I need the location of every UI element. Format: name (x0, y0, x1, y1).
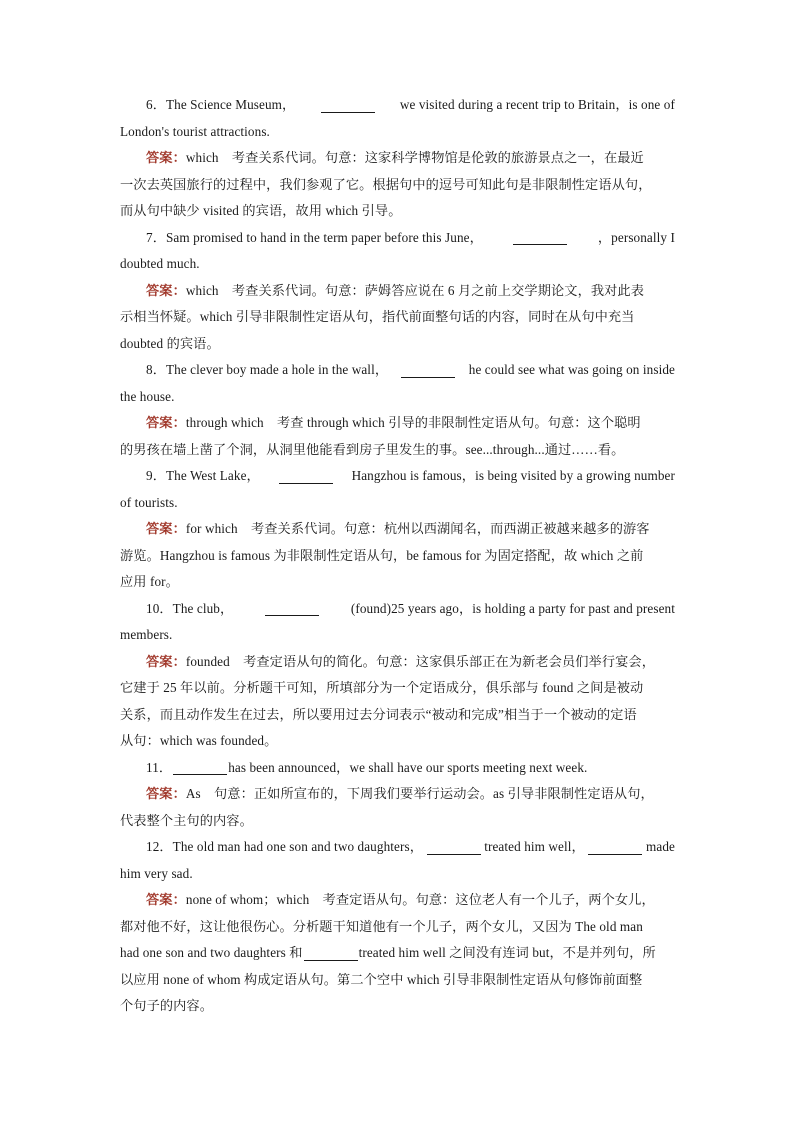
answer-blank (321, 98, 375, 113)
answer-6-line-3: 而从句中缺少 visited 的宾语，故用 which 引导。 (120, 203, 402, 218)
answer-label: 答案： (146, 892, 186, 907)
answer-label: 答案： (146, 282, 186, 298)
answer-blank (265, 601, 319, 616)
answer-blank (173, 760, 227, 775)
document-page (120, 92, 675, 1020)
question-9-line-2: of tourists. (120, 494, 178, 510)
answer-12-line-2: 都对他不好，这让他很伤心。分析题干知道他有一个儿子，两个女儿，又因为 The old man (120, 918, 643, 934)
answer-blank (588, 840, 642, 855)
answer-9-line-1: 答案： for which 考查关系代词。句意：杭州以西湖闻名，而西湖正被越来越多的游客 (120, 516, 675, 543)
answer-12-line-1: 答案： none of whom；which 考查定语从句。句意：这位老人有一个儿子，两个女儿， (120, 887, 675, 914)
answer-11-line-2: 代表整个主句的内容。 (120, 812, 253, 828)
answer-9-line-2: 游览。Hangzhou is famous 为非限制性定语从句，be famous for 为固定搭配，故 which 之前 (120, 547, 644, 563)
answer-9-line-3: 应用 for。 (120, 574, 179, 589)
answer-12-line-5: 个句子的内容。 (120, 998, 214, 1013)
answer-12-line-3: had one son and two daughters 和 treated him well 之间没有连词 but，不是并列句，所 (120, 945, 656, 960)
answer-blank (513, 230, 567, 245)
answer-label: 答案： (146, 786, 186, 801)
answer-label: 答案： (146, 653, 186, 669)
answer-10-line-2: 它建于 25 年以前。分析题干可知，所填部分为一个定语成分，俱乐部与 found 之间是被动 (120, 680, 644, 695)
answer-8-line-1: 答案： through which 考查 through which 引导的非限制性定语从句。句意：这个聪明 (120, 410, 675, 437)
answer-label: 答案： (146, 415, 186, 430)
question-8-line-2: the house. (120, 388, 175, 404)
question-11-line-1: 11． has been announced，we shall have our sports meeting next week. (146, 759, 588, 775)
answer-7-line-2: 示相当怀疑。which 引导非限制性定语从句，指代前面整句话的内容，同时在从句中充当 (120, 309, 635, 324)
answer-12-line-4: 以应用 none of whom 构成定语从句。第二个空中 which 引导非限制性定语从句修饰前面整 (120, 971, 643, 987)
answer-blank (304, 946, 358, 961)
answer-11-line-1: 答案： As 句意：正如所宣布的，下周我们要举行运动会。as 引导非限制性定语从句， (120, 781, 675, 808)
answer-6-line-2: 一次去英国旅行的过程中，我们参观了它。根据句中的逗号可知此句是非限制性定语从句， (120, 176, 652, 192)
answer-7-line-3: doubted 的宾语。 (120, 335, 220, 351)
answer-10-line-1: 答案： founded 考查定语从句的简化。句意：这家俱乐部正在为新老会员们举行宴会， (120, 649, 675, 676)
question-9-line-1: 9．The West Lake， Hangzhou is famous，is being visited by a growing number (146, 468, 675, 483)
question-7-line-2: doubted much. (120, 256, 200, 271)
answer-label: 答案： (146, 150, 186, 165)
answer-blank (279, 469, 333, 484)
question-8-line-1: 8．The clever boy made a hole in the wall， he could see what was going on inside (146, 362, 675, 377)
answer-10-line-3: 关系，而且动作发生在过去，所以要用过去分词表示“被动和完成”相当于一个被动的定语 (120, 706, 637, 722)
question-12-line-1: 12．The old man had one son and two daughters， treated him well， made (146, 839, 675, 854)
question-6-line-2: London's tourist attractions. (120, 123, 270, 139)
answer-10-line-4: 从句：which was founded。 (120, 733, 278, 748)
answer-6-line-1: 答案： which 考查关系代词。句意：这家科学博物馆是伦敦的旅游景点之一，在最近 (120, 145, 675, 172)
answer-8-line-2: 的男孩在墙上凿了个洞，从洞里他能看到房子里发生的事。see...through...通过……看。 (120, 441, 625, 457)
question-10-line-2: members. (120, 627, 173, 642)
question-6-line-1: 6．The Science Museum， we visited during a recent trip to Britain，is one of (146, 97, 675, 112)
answer-7-line-1: 答案： which 考查关系代词。句意：萨姆答应说在 6 月之前上交学期论文，我对此表 (120, 278, 675, 305)
answer-blank (401, 363, 455, 378)
question-10-line-1: 10．The club， (found)25 years ago，is holding a party for past and present (146, 600, 675, 616)
answer-label: 答案： (146, 521, 186, 536)
answer-blank (427, 840, 481, 855)
question-12-line-2: him very sad. (120, 865, 193, 881)
question-7-line-1: 7．Sam promised to hand in the term paper before this June， ，personally I (146, 229, 675, 245)
